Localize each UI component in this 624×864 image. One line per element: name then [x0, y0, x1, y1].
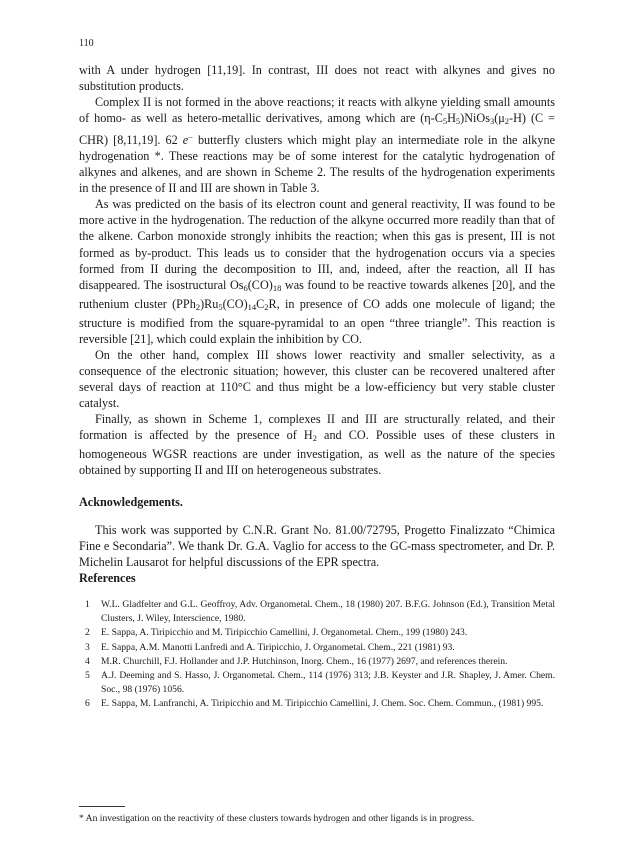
- acknowledgements-heading: Acknowledgements.: [79, 495, 183, 510]
- footnote-rule: [79, 806, 125, 807]
- reference-item: 3 E. Sappa, A.M. Manotti Lanfredi and A. Tiripicchio, J. Organometal. Chem., 221 (1981) 93.: [85, 641, 455, 653]
- reference-list: [79, 598, 555, 710]
- reference-item: 1 W.L. Gladfelter and G.L. Geoffroy, Adv. Organometal. Chem., 18 (1980) 207. B.F.G. Johnson (Ed.), Transition Metal Clusters, J. Wiley, Interscience, 1980.: [85, 599, 555, 624]
- paragraph-3: As was predicted on the basis of its electron count and general reactivity, II was found to be more active in the hydrogenation. The reduction of the alkyne occurred more readily than that of the alkene. Carbon monoxide strongly inhibits the reaction; when this gas is present, III is not formed as by-product. This leads us to consider that the hydrogenation occurs via a species formed from II during the decomposition to III, and, indeed, after the reaction, all II has disappeared. The isostructural $Os_6(CO)_{18}$ was found to be reactive towards alkenes [20], and the ruthenium cluster $(PPh_2)Ru_5(CO)_{14}C_2R$, in presence of CO adds one molecule of ligand; the structure is modified from the square-pyramidal to an open “three triangle”. This reaction is reversible [21], which could explain the inhibition by CO.: [79, 197, 555, 346]
- acknowledgements-text: This work was supported by C.N.R. Grant No. 81.00/72795, Progetto Finalizzato “Chimica Fine e Secondaria”. We thank Dr. G.A. Vaglio for access to the GC-mass spectrometer, and Dr. P. Michelin Lausarot for helpful discussions of the EPR spectra.: [79, 523, 555, 570]
- reference-item: 6 E. Sappa, M. Lanfranchi, A. Tiripicchio and M. Tiripicchio Camellini, J. Chem. Soc. Chem. Commun., (1981) 995.: [85, 698, 544, 710]
- paragraph-1: with A under hydrogen [11,19]. In contrast, III does not react with alkynes and gives no substitution products.: [79, 63, 555, 94]
- paragraph-4: On the other hand, complex III shows lower reactivity and smaller selectivity, as a consequence of the electronic situation; however, this cluster can be recovered unaltered after several days of reaction at 110°C and thus might be a low-efficiency but very stable cluster catalyst.: [79, 347, 555, 410]
- article-body: [79, 62, 555, 712]
- paragraph-2: Complex II is not formed in the above reactions; it reacts with alkyne yielding small amounts of homo- as well as hetero-metallic derivatives, among which are $(\eta-C_5H_5)NiOs_3(\mu_2-H) (C = CHR)$ [8,11,19]. 62 e− butterfly clusters which might play an intermediate role in the alkyne hydrogenation *. These reactions may be of some interest for the catalytic hydrogenation of alkynes and alkenes, and are shown in Scheme 2. The results of the hydrogenation experiments in the presence of II and III are shown in Table 3.: [79, 95, 555, 196]
- references-heading: References: [79, 571, 136, 586]
- reference-item: 4 M.R. Churchill, F.J. Hollander and J.P. Hutchinson, Inorg. Chem., 16 (1977) 2697, and references therein.: [85, 656, 508, 668]
- footnote: * An investigation on the reactivity of these clusters towards hydrogen and other ligands is in progress.: [79, 813, 475, 824]
- page-number: 110: [79, 38, 94, 49]
- reference-item: 5 A.J. Deeming and S. Hasso, J. Organometal. Chem., 114 (1976) 313; J.B. Keyster and J.R. Shapley, J. Amer. Chem. Soc., 98 (1976) 1056.: [85, 670, 555, 695]
- paragraph-5: Finally, as shown in Scheme 1, complexes II and III are structurally related, and their formation is affected by the presence of $H_2$ and CO. Possible uses of these clusters in homogeneous WGSR reactions are under investigation, as well as the nature of the species obtained by supporting II and III on heterogeneous substrates.: [79, 411, 555, 478]
- reference-item: 2 E. Sappa, A. Tiripicchio and M. Tiripicchio Camellini, J. Organometal. Chem., 199 (1980) 243.: [85, 627, 468, 639]
